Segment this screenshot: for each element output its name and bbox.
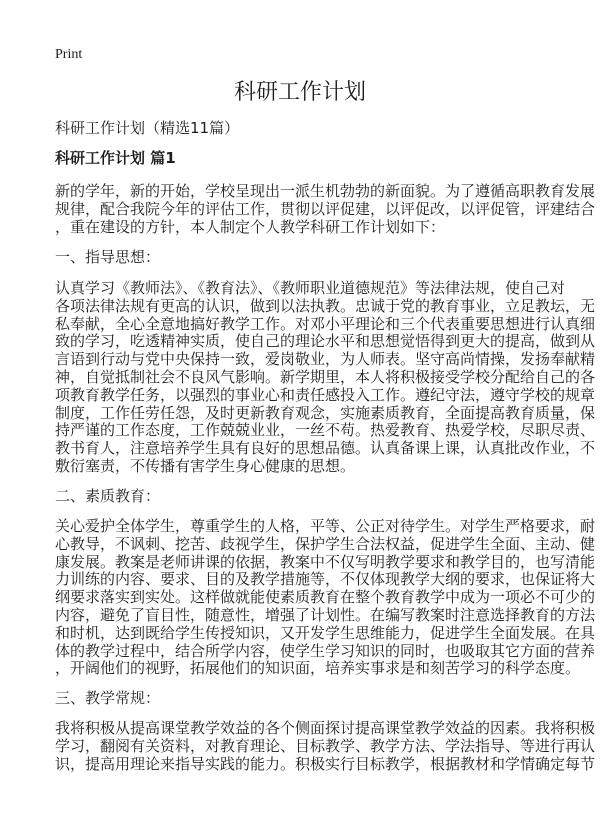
text-line: 心教导，不讽刺、挖苦、歧视学生，保护学生合法权益，促进学生全面、主动、健: [55, 534, 596, 553]
text-line: 我将积极从提高课堂教学效益的各个侧面探讨提高课堂教学效益的因素。我将积极: [55, 719, 596, 737]
text-line: 制度，工作任劳任怨，及时更新教育观念，实施素质教育，全面提高教育质量，保: [55, 403, 596, 422]
page-title: 科研工作计划: [233, 80, 366, 105]
text-line: 识，提高用理论来指导实践的能力。积极实行目标教学，根据教材和学情确定每节: [55, 754, 596, 773]
text-line: 纲要求落实到实处。这样做就能使素质教育在整个教育教学中成为一项必不可少的: [55, 588, 596, 607]
paragraph-teaching-routine: [55, 720, 595, 773]
text-line: 私奉献，全心全意地搞好教学工作。对邓小平理论和三个代表重要思想进行认真细: [55, 314, 596, 333]
text-line: 言语到行动与党中央保持一致，爱岗敬业，为人师表。坚守高尚情操，发扬奉献精: [55, 350, 596, 369]
text-line: 力训练的内容、要求、目的及教学措施等，不仅体现教学大纲的要求，也保证将大: [55, 570, 596, 589]
text-line: 认真学习《教师法》、《教育法》、《教师职业道德规范》等法律法规，使自己对: [55, 279, 566, 297]
text-line: 神，自觉抵制社会不良风气影响。新学期里，本人将积极接受学校分配给自己的各: [55, 367, 596, 386]
text-line: 致的学习，吃透精神实质，使自己的理论水平和思想觉悟得到更大的提高，做到从: [55, 332, 596, 351]
heading-guiding-ideology: 一、指导思想：: [55, 248, 161, 266]
text-line: 各项法律法规有更高的认识，做到以法执教。忠诚于党的教育事业，立足教坛，无: [55, 296, 596, 315]
text-line: 体的教学过程中，结合所学内容，使学生学习知识的同时，也吸取其它方面的营养: [55, 641, 596, 660]
text-line: 规律，配合我院今年的评估工作，贯彻以评促建，以评促改，以评促管，评建结合: [55, 199, 596, 218]
text-line: 项教育教学任务，以强烈的事业心和责任感投入工作。遵纪守法，遵守学校的规章: [55, 385, 596, 404]
text-line: 持严谨的工作态度，工作兢兢业业，一丝不苟。热爱教育、热爱学校，尽职尽责、: [55, 421, 596, 440]
heading-teaching-routine: 三、教学常规：: [55, 689, 161, 707]
text-line: 敷衍塞责，不传播有害学生身心健康的思想。: [55, 456, 356, 475]
text-line: 康发展。教案是老师讲课的依据，教案中不仅写明教学要求和教学目的，也写清能: [55, 552, 596, 571]
text-line: ，重在建设的方针，本人制定个人教学科研工作计划如下：: [55, 217, 446, 236]
print-link[interactable]: Print: [55, 47, 83, 62]
text-line: 学习，翻阅有关资料，对教育理论、目标教学、教学方法、学法指导、等进行再认: [55, 736, 596, 755]
text-line: 新的学年，新的开始，学校呈现出一派生机勃勃的新面貌。为了遵循高职教育发展: [55, 182, 596, 200]
intro-paragraph: [55, 183, 595, 236]
text-line: 教书育人，注意培养学生具有良好的思想品德。认真备课上课，认真批改作业，不: [55, 439, 596, 458]
text-line: 和时机，达到既给学生传授知识，又开发学生思维能力，促进学生全面发展。在具: [55, 623, 596, 642]
text-line: 内容，避免了盲目性，随意性，增强了计划性。在编写教案时注意选择教育的方法: [55, 605, 596, 624]
paragraph-quality-education: [55, 518, 595, 678]
text-line: ，开阔他们的视野，拓展他们的知识面，培养实事求是和刻苦学习的科学态度。: [55, 659, 581, 678]
document-subtitle: 科研工作计划（精选11篇）: [55, 119, 240, 137]
section-heading: 科研工作计划 篇1: [55, 149, 176, 167]
paragraph-guiding-ideology: [55, 280, 595, 476]
text-line: 关心爱护全体学生，尊重学生的人格，平等、公正对待学生。对学生严格要求，耐: [55, 517, 596, 535]
heading-quality-education: 二、素质教育：: [55, 487, 161, 505]
